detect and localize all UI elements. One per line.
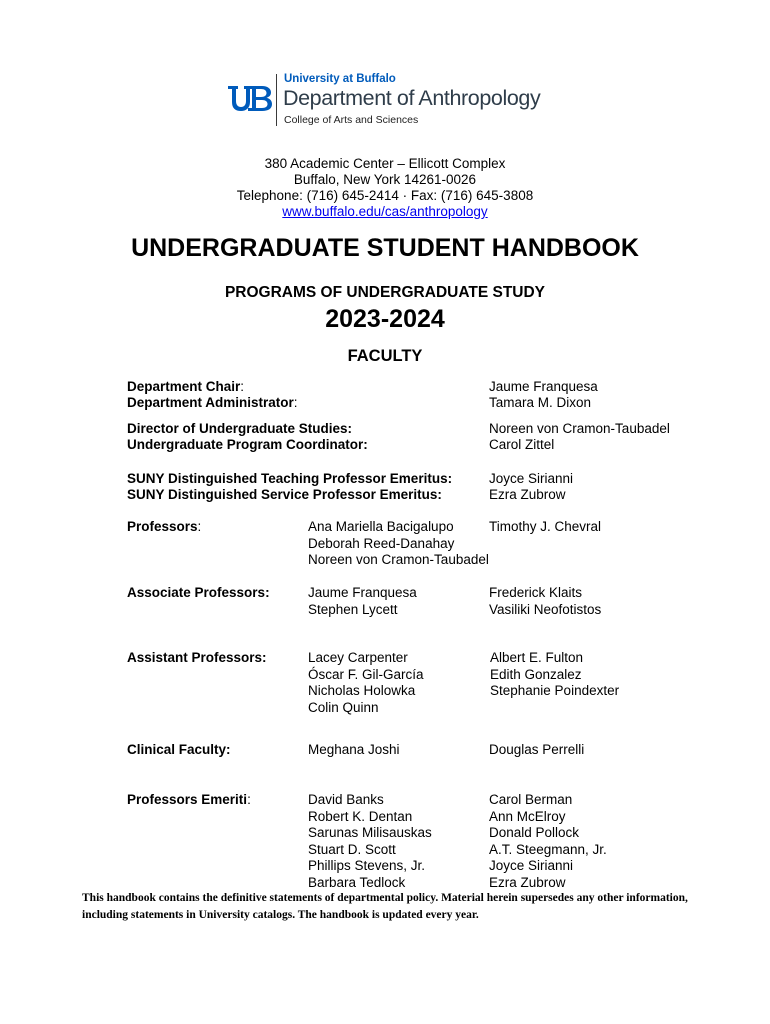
list-item: Timothy J. Chevral xyxy=(489,519,602,534)
college-name: College of Arts and Sciences xyxy=(284,114,419,126)
list-item: Donald Pollock xyxy=(489,825,580,840)
list-item: Noreen von Cramon-Taubadel xyxy=(308,552,489,567)
list-item: Albert E. Fulton xyxy=(490,650,584,665)
list-item: Vasiliki Neofotistos xyxy=(489,601,602,617)
website-link[interactable]: www.buffalo.edu/cas/anthropology xyxy=(282,204,488,219)
professors-label: Professors: xyxy=(127,519,202,534)
list-item: Óscar F. Gil-García xyxy=(308,666,424,682)
emeriti-list-1 xyxy=(308,792,432,891)
emeriti-list-2 xyxy=(489,792,607,891)
list-item: Stephanie Poindexter xyxy=(490,683,620,698)
list-item: Meghana Joshi xyxy=(308,742,400,757)
clinical-label: Clinical Faculty: xyxy=(127,742,231,757)
associate-list-2 xyxy=(489,585,601,618)
dus-name: Noreen von Cramon-Taubadel xyxy=(489,421,670,436)
list-item: A.T. Steegmann, Jr. xyxy=(489,841,607,857)
dus-label: Director of Undergraduate Studies: xyxy=(127,421,353,436)
list-item: Sarunas Milisauskas xyxy=(308,825,432,840)
logo-divider xyxy=(276,74,277,126)
coordinator-label: Undergraduate Program Coordinator: xyxy=(127,437,368,452)
list-item: Phillips Stevens, Jr. xyxy=(308,858,426,873)
list-item: Stephen Lycett xyxy=(308,601,398,617)
faculty-heading: FACULTY xyxy=(347,347,423,365)
professors-list-2 xyxy=(489,519,601,536)
policy-note: This handbook contains the definitive statements of departmental policy. Material herein supersedes any other information, including statements in University catalogs. The handbook is updated every year. xyxy=(82,892,688,921)
list-item: Douglas Perrelli xyxy=(489,742,585,757)
list-item: Ezra Zubrow xyxy=(489,874,566,890)
assistant-label: Assistant Professors: xyxy=(127,650,267,665)
address-line-1: 380 Academic Center – Ellicott Complex xyxy=(264,156,506,171)
chair-label: Department Chair: xyxy=(127,379,245,394)
list-item: Ana Mariella Bacigalupo xyxy=(308,519,454,534)
assistant-list-2 xyxy=(490,650,619,700)
list-item: Edith Gonzalez xyxy=(490,666,582,682)
list-item: Barbara Tedlock xyxy=(308,874,406,890)
address-line-2: Buffalo, New York 14261-0026 xyxy=(293,172,477,187)
ub-logo-icon xyxy=(228,86,272,112)
admin-name: Tamara M. Dixon xyxy=(489,395,592,410)
service-emeritus-label: SUNY Distinguished Service Professor Emeritus: xyxy=(127,487,442,502)
assistant-list-1 xyxy=(308,650,424,716)
handbook-subtitle: PROGRAMS OF UNDERGRADUATE STUDY xyxy=(224,284,546,301)
list-item: Nicholas Holowka xyxy=(308,683,416,698)
list-item: Robert K. Dentan xyxy=(308,808,413,824)
list-item: Jaume Franquesa xyxy=(308,585,417,600)
emeriti-label: Professors Emeriti: xyxy=(127,792,251,807)
teaching-emeritus-label: SUNY Distinguished Teaching Professor Emeritus: xyxy=(127,471,453,486)
phone-fax-line: Telephone: (716) 645-2414 · Fax: (716) 645-3808 xyxy=(236,188,534,203)
list-item: Joyce Sirianni xyxy=(489,858,574,873)
clinical-list-1 xyxy=(308,742,400,759)
list-item: Colin Quinn xyxy=(308,699,379,715)
handbook-title: UNDERGRADUATE STUDENT HANDBOOK xyxy=(131,234,639,262)
list-item: Stuart D. Scott xyxy=(308,841,396,857)
professors-list-1 xyxy=(308,519,489,569)
clinical-list-2 xyxy=(489,742,584,759)
associate-list-1 xyxy=(308,585,417,618)
list-item: Frederick Klaits xyxy=(489,585,583,600)
chair-name: Jaume Franquesa xyxy=(489,379,598,394)
service-emeritus-name: Ezra Zubrow xyxy=(489,487,566,502)
teaching-emeritus-name: Joyce Sirianni xyxy=(489,471,574,486)
website-line xyxy=(0,204,770,221)
coordinator-name: Carol Zittel xyxy=(489,437,555,452)
academic-year: 2023-2024 xyxy=(325,305,445,333)
department-name: Department of Anthropology xyxy=(283,86,541,110)
list-item: David Banks xyxy=(308,792,384,807)
admin-label: Department Administrator: xyxy=(127,395,298,410)
list-item: Deborah Reed-Danahay xyxy=(308,535,455,551)
list-item: Carol Berman xyxy=(489,792,573,807)
list-item: Lacey Carpenter xyxy=(308,650,408,665)
university-name: University at Buffalo xyxy=(284,73,396,85)
associate-label: Associate Professors: xyxy=(127,585,270,600)
list-item: Ann McElroy xyxy=(489,808,566,824)
